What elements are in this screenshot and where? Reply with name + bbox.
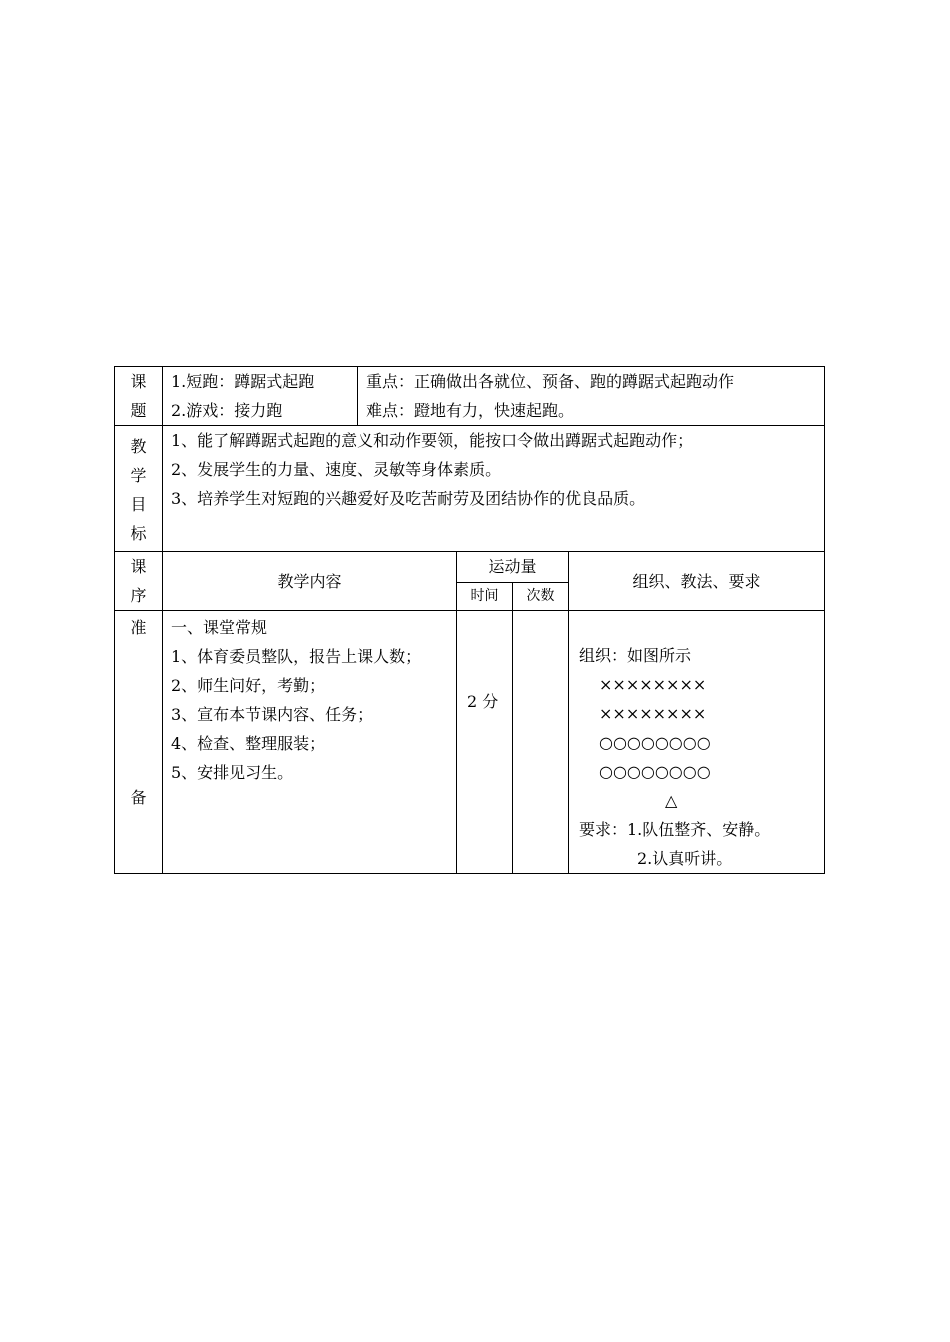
sequence-label: 课 序 [115,552,163,611]
prep-organization [569,611,825,874]
objective-item: 1、能了解蹲踞式起跑的意义和动作要领，能按口令做出蹲踞式起跑动作； [171,431,694,450]
prep-line: 2、师生问好，考勤； [171,676,326,695]
formation-row: ×××××××× [599,704,707,723]
objective-item: 3、培养学生对短跑的兴趣爱好及吃苦耐劳及团结协作的优良品质。 [171,489,646,508]
formation-row: ○○○○○○○○ [599,762,711,781]
prep-row [115,611,825,874]
org-header: 组织、教法、要求 [569,552,825,611]
prep-line: 一、课堂常规 [171,618,268,637]
content-header: 教学内容 [163,552,457,611]
lesson-plan-table [114,366,825,874]
teacher-triangle-icon: △ [665,791,678,810]
count-header: 次数 [513,582,569,610]
header-row [115,552,825,583]
key-point: 重点：正确做出各就位、预备、跑的蹲踞式起跑动作 [366,372,735,391]
org-title: 组织：如图所示 [579,646,692,665]
time-header: 时间 [457,582,513,610]
difficulty: 难点：蹬地有力，快速起跑。 [366,401,575,420]
requirement: 2.认真听讲。 [637,849,733,868]
requirement: 要求：1.队伍整齐、安静。 [579,820,771,839]
prep-label: 准 备 [115,611,163,874]
formation-row: ○○○○○○○○ [599,733,711,752]
key-points [358,367,825,426]
load-header: 运动量 [457,552,569,583]
prep-line: 1、体育委员整队，报告上课人数； [171,647,422,666]
prep-count [513,611,569,874]
formation-row: ×××××××× [599,675,707,694]
topic-row [115,367,825,426]
prep-line: 3、宣布本节课内容、任务； [171,705,374,724]
objectives-row [115,426,825,552]
objectives-label: 教 学 目 标 [115,426,163,552]
prep-time: 2 分 [457,611,513,874]
topic-items [163,367,358,426]
prep-content [163,611,457,874]
prep-line: 5、安排见习生。 [171,763,294,782]
topic-item: 2.游戏：接力跑 [171,401,283,420]
topic-item: 1.短跑：蹲踞式起跑 [171,372,315,391]
prep-line: 4、检查、整理服装； [171,734,326,753]
topic-label: 课 题 [115,367,163,426]
objectives-content [163,426,825,552]
objective-item: 2、发展学生的力量、速度、灵敏等身体素质。 [171,460,502,479]
